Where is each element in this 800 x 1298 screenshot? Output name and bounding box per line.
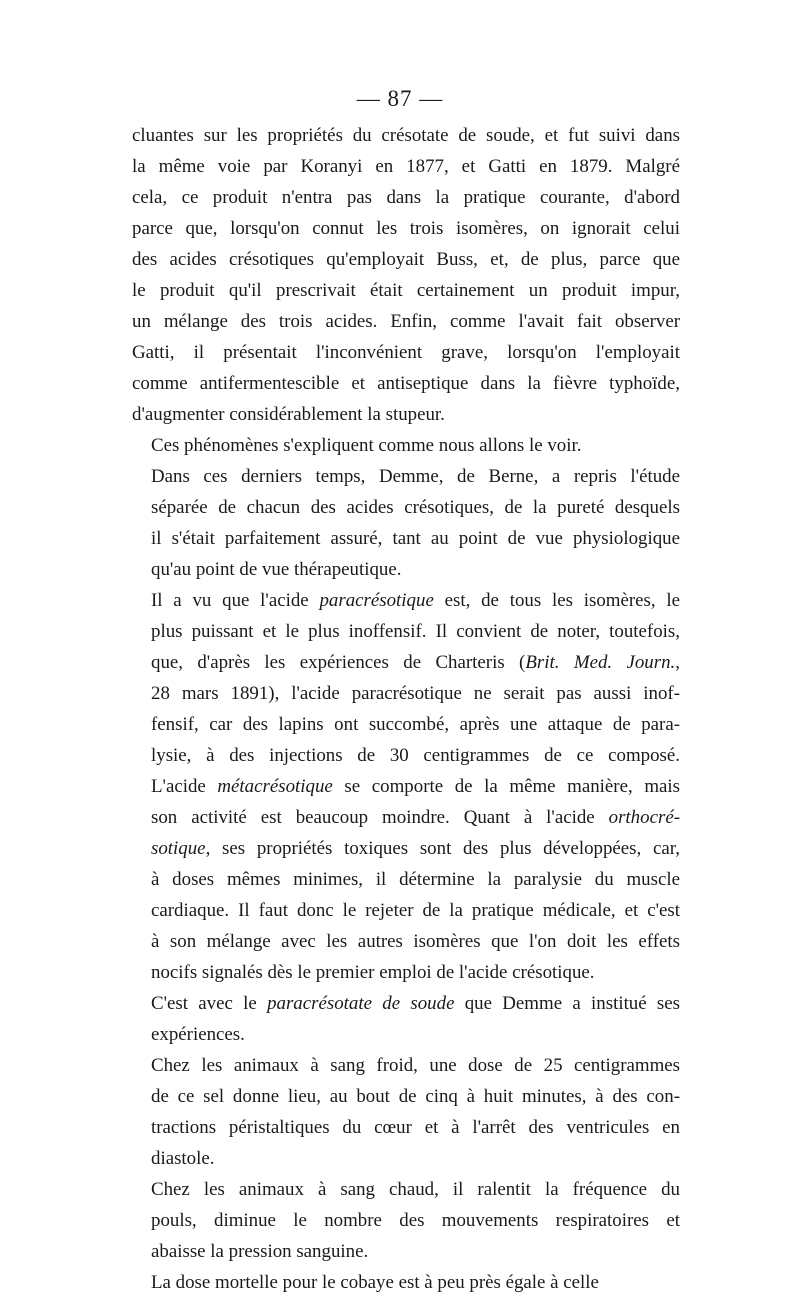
paragraph [132,120,680,430]
text-line: cardiaque. Il faut donc le rejeter de la pratique médicale, et c'est [151,900,680,921]
paragraph [132,988,680,1050]
paragraph [132,461,680,585]
paragraph [132,1267,680,1298]
text-line: Dans ces derniers temps, Demme, de Berne, a repris l'étude [151,466,680,487]
text-line: la même voie par Koranyi en 1877, et Gatti en 1879. Malgré [132,156,680,177]
text-line: plus puissant et le plus inoffensif. Il convient de noter, toutefois, [151,621,680,642]
text-line: d'augmenter considérablement la stupeur. [132,404,445,425]
text-line: parce que, lorsqu'on connut les trois isomères, on ignorait celui [132,218,680,239]
page-number: — 87 — [356,86,444,111]
text-line: il s'était parfaitement assuré, tant au point de vue physiologique [151,528,680,549]
text-line: un mélange des trois acides. Enfin, comme l'avait fait observer [132,311,680,332]
paragraph [132,1050,680,1174]
paragraph [132,1174,680,1267]
paragraph [132,585,680,988]
text-line: à doses mêmes minimes, il détermine la paralysie du muscle [151,869,680,890]
text-line: L'acide métacrésotique se comporte de la même manière, mais [151,776,680,797]
text-line: pouls, diminue le nombre des mouvements respiratoires et [151,1210,680,1231]
text-line: son activité est beaucoup moindre. Quant à l'acide orthocré- [151,807,680,828]
body-text [132,120,680,1298]
text-line: Chez les animaux à sang chaud, il ralentit la fréquence du [151,1179,680,1200]
text-line: comme antifermentescible et antiseptique dans la fièvre typhoïde, [132,373,680,394]
text-line: lysie, à des injections de 30 centigrammes de ce composé. [151,745,680,766]
paragraph [132,430,680,461]
text-line: fensif, car des lapins ont succombé, après une attaque de para- [151,714,680,735]
text-line: nocifs signalés dès le premier emploi de l'acide crésotique. [151,962,595,983]
text-line: le produit qu'il prescrivait était certainement un produit impur, [132,280,680,301]
text-line: Gatti, il présentait l'inconvénient grave, lorsqu'on l'employait [132,342,680,363]
text-line: séparée de chacun des acides crésotiques, de la pureté desquels [151,497,680,518]
text-line: abaisse la pression sanguine. [151,1241,369,1262]
text-line: cluantes sur les propriétés du crésotate de soude, et fut suivi dans [132,125,680,146]
text-line: que, d'après les expériences de Charteris (Brit. Med. Journ., [151,652,681,673]
text-line: Chez les animaux à sang froid, une dose de 25 centigrammes [151,1055,680,1076]
text-line: des acides crésotiques qu'employait Buss, et, de plus, parce que [132,249,680,270]
text-line: Ces phénomènes s'expliquent comme nous allons le voir. [151,435,582,456]
text-line: à son mélange avec les autres isomères que l'on doit les effets [151,931,680,952]
text-line: C'est avec le paracrésotate de soude que Demme a institué ses [151,993,681,1014]
text-line: La dose mortelle pour le cobaye est à peu près égale à celle [151,1272,599,1293]
text-line: 28 mars 1891), l'acide paracrésotique ne serait pas aussi inof- [151,683,680,704]
text-line: diastole. [151,1148,215,1169]
text-line: cela, ce produit n'entra pas dans la pratique courante, d'abord [132,187,680,208]
text-line: de ce sel donne lieu, au bout de cinq à huit minutes, à des con- [151,1086,680,1107]
text-line: qu'au point de vue thérapeutique. [151,559,402,580]
text-line: Il a vu que l'acide paracrésotique est, de tous les isomères, le [151,590,680,611]
text-line: sotique, ses propriétés toxiques sont des plus développées, car, [151,838,680,859]
text-line: tractions péristaltiques du cœur et à l'arrêt des ventricules en [151,1117,680,1138]
text-line: expériences. [151,1024,245,1045]
